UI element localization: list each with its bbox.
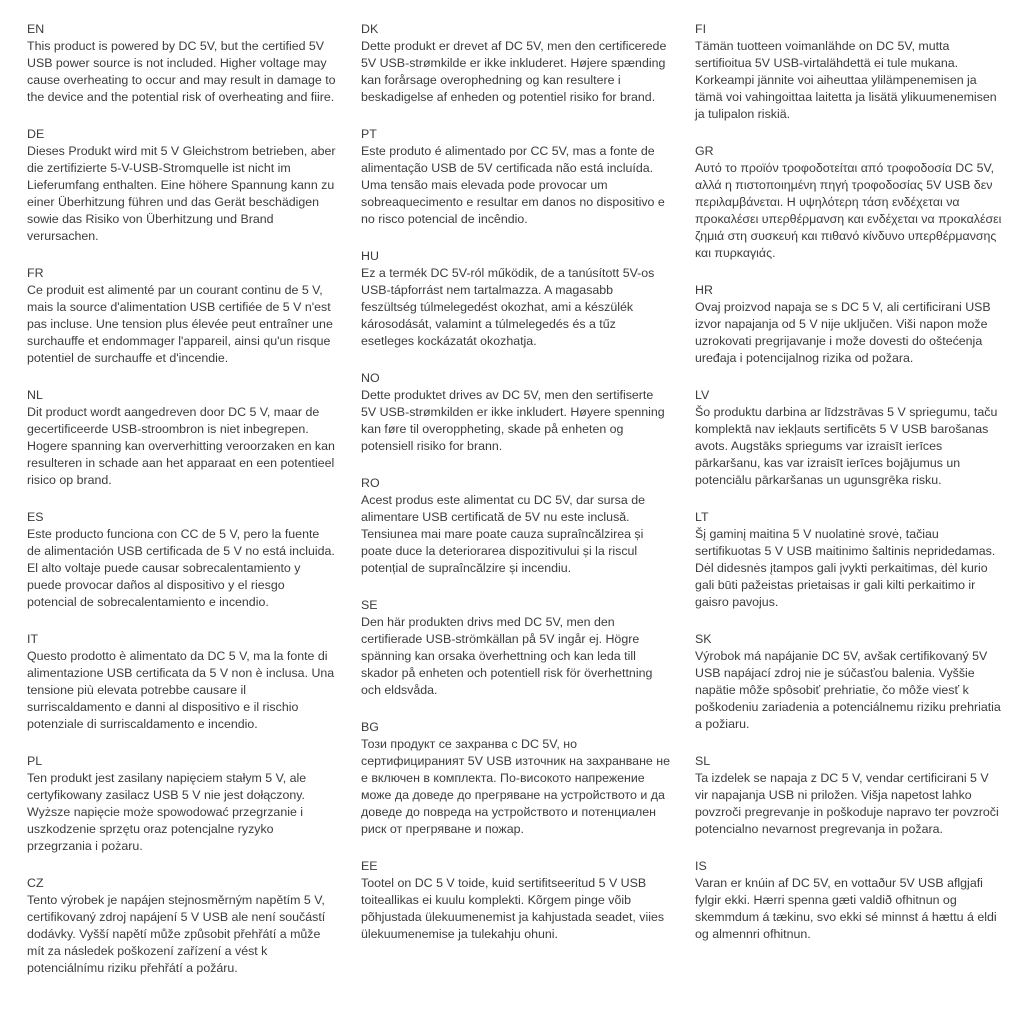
language-section-sk: [695, 631, 1004, 733]
language-code: SK: [695, 632, 712, 646]
language-text: Dit product wordt aangedreven door DC 5 V, maar de gecertificeerde USB-stroombron is niet inbegrepen. Hogere spanning kan oververhitting veroorzaken en kan resulteren in schade aan het apparaat en een potentieel risico op brand.: [27, 405, 335, 487]
language-code: PT: [361, 127, 377, 141]
language-text: Dette produktet drives av DC 5V, men den sertifiserte 5V USB-strømkilden er ikke inkludert. Høyere spenning kan føre til overoppheting, skade på enheten og potensiell risiko for brann.: [361, 388, 665, 453]
language-code: LT: [695, 510, 709, 524]
language-section-se: [361, 597, 670, 699]
language-section-lv: [695, 387, 1004, 489]
column-3: [695, 21, 1004, 1024]
language-text: Výrobok má napájanie DC 5V, avšak certifikovaný 5V USB napájací zdroj nie je súčasťou balenia. Vyššie napätie môže spôsobiť prehriatie, čo môže viesť k poškodeniu zariadenia a potenciálnemu riziku prehriatia a požiaru.: [695, 649, 1001, 731]
language-section-sl: [695, 753, 1004, 838]
language-text: Este producto funciona con CC de 5 V, pero la fuente de alimentación USB certificada de 5 V no está incluida. El alto voltaje puede causar sobrecalentamiento y puede provocar daños al dispositivo y el riesgo potencial de sobrecalentamiento e incendio.: [27, 527, 335, 609]
language-code: CZ: [27, 876, 44, 890]
language-code: SL: [695, 754, 711, 768]
language-section-ee: [361, 858, 670, 943]
language-text: Tämän tuotteen voimanlähde on DC 5V, mutta sertifioitua 5V USB-virtalähdettä ei tule mukana. Korkeampi jännite voi aiheuttaa ylilämpenemisen ja tämä voi vahingoittaa laitetta ja lisätä ylikuumenemisen ja tulipalon riskiä.: [695, 39, 997, 121]
language-text: Este produto é alimentado por CC 5V, mas a fonte de alimentação USB de 5V certificada não está incluída. Uma tensão mais elevada pode provocar um sobreaquecimento e resultar em danos no dispositivo e no risco potencial de incêndio.: [361, 144, 665, 226]
language-section-fi: [695, 21, 1004, 123]
language-code: SE: [361, 598, 378, 612]
language-code: EE: [361, 859, 378, 873]
language-code: NO: [361, 371, 380, 385]
language-code: HR: [695, 283, 713, 297]
language-section-nl: [27, 387, 336, 489]
language-text: Acest produs este alimentat cu DC 5V, dar sursa de alimentare USB certificată de 5V nu este inclusă. Tensiunea mai mare poate cauza supraîncălzirea și poate duce la deteriorarea dispozitivului și la riscul potențial de supraîncălzire și incendiu.: [361, 493, 645, 575]
language-section-hu: [361, 248, 670, 350]
language-text: Ez a termék DC 5V-ról működik, de a tanúsított 5V-os USB-tápforrást nem tartalmazza. A magasabb feszültség túlmelegedést okozhat, ami a készülék károsodását, valamint a túlmelegedés és a tűz esetleges kockázatát okozhatja.: [361, 266, 655, 348]
language-code: NL: [27, 388, 43, 402]
column-1: [27, 21, 336, 1024]
language-code: PL: [27, 754, 43, 768]
language-text: Questo prodotto è alimentato da DC 5 V, ma la fonte di alimentazione USB certificata da 5 V non è inclusa. Una tensione più elevata potrebbe causare il surriscaldamento e danni al dispositivo e il rischio potenziale di surriscaldamento e incendio.: [27, 649, 335, 731]
language-code: GR: [695, 144, 714, 158]
language-code: ES: [27, 510, 44, 524]
language-code: DE: [27, 127, 45, 141]
language-section-dk: [361, 21, 670, 106]
language-text: Tento výrobek je napájen stejnosměrným napětím 5 V, certifikovaný zdroj napájení 5 V USB ale není součástí dodávky. Vyšší napětí může způsobit přehřátí a může mít za následek poškození zařízení a vést k potenciálnímu riziku přehřátí a požáru.: [27, 893, 326, 975]
language-section-no: [361, 370, 670, 455]
language-text: Dette produkt er drevet af DC 5V, men den certificerede 5V USB-strømkilde er ikke inkluderet. Højere spænding kan forårsage overophedning og kan resultere i beskadigelse af enheden og potentiel risiko for brand.: [361, 39, 667, 104]
language-text: Ce produit est alimenté par un courant continu de 5 V, mais la source d'alimentation USB certifiée de 5 V n'est pas incluse. Une tension plus élevée peut entraîner une surchauffe et endommager l'appareil, ainsi qu'un risque potentiel de surchauffe et d'incendie.: [27, 283, 333, 365]
language-section-es: [27, 509, 336, 611]
language-text: This product is powered by DC 5V, but the certified 5V USB power source is not included. Higher voltage may cause overheating to occur and may result in damage to the device and the potential risk of overheating and fiire.: [27, 39, 336, 104]
language-text: Ta izdelek se napaja z DC 5 V, vendar certificirani 5 V vir napajanja USB ni priložen. Višja napetost lahko povzroči pregrevanje in poškoduje napravo ter povzroči potencialno nevarnost pregrevanja in požara.: [695, 771, 999, 836]
language-text: Αυτό το προϊόν τροφοδοτείται από τροφοδοσία DC 5V, αλλά η πιστοποιημένη πηγή τροφοδοσίας 5V USB δεν περιλαμβάνεται. Η υψηλότερη τάση ενδέχεται να προκαλέσει υπερθέρμανση και ενδέχεται να προκαλέσει ζημιά στη συσκευή και πιθανό κίνδυνο υπερθέρμανσης και πυρκαγιάς.: [695, 161, 1002, 260]
language-text: Този продукт се захранва с DC 5V, но сертифицираният 5V USB източник на захранване не е включен в комплекта. По-високото напрежение може да доведе до прегряване на устройството и да доведе до повреда на устройството и потенциален риск от прегряване и пожар.: [361, 737, 670, 836]
language-section-en: [27, 21, 336, 106]
language-code: LV: [695, 388, 710, 402]
language-text: Šį gaminį maitina 5 V nuolatinė srovė, tačiau sertifikuotas 5 V USB maitinimo šaltinis nepridedamas. Dėl didesnės įtampos gali įvykti perkaitimas, dėl kurio gali būti pažeistas prietaisas ir gali kilti perkaitimo ir gaisro pavojus.: [695, 527, 996, 609]
language-section-hr: [695, 282, 1004, 367]
language-code: EN: [27, 22, 45, 36]
language-text: Šo produktu darbina ar līdzstrāvas 5 V spriegumu, taču komplektā nav iekļauts sertificēts 5 V USB barošanas avots. Augstāks spriegums var izraisīt ierīces pārkaršanu, kas var izraisīt ierīces bojājumus un potenciālu pārkaršanas un ugunsgrēka risku.: [695, 405, 998, 487]
language-section-de: [27, 126, 336, 245]
language-section-is: [695, 858, 1004, 943]
language-code: FI: [695, 22, 707, 36]
language-section-it: [27, 631, 336, 733]
language-code: DK: [361, 22, 379, 36]
language-text: Varan er knúin af DC 5V, en vottaður 5V USB aflgjafi fylgir ekki. Hærri spenna gæti valdið ofhitnun og skemmdum á tækinu, svo ekki sé minnst á hættu á eldi og almennri ofhitnun.: [695, 876, 997, 941]
language-section-pt: [361, 126, 670, 228]
language-code: IT: [27, 632, 39, 646]
language-section-gr: [695, 143, 1004, 262]
language-section-pl: [27, 753, 336, 855]
column-2: [361, 21, 670, 1024]
language-text: Den här produkten drivs med DC 5V, men den certifierade USB-strömkällan på 5V ingår ej. Högre spänning kan orsaka överhettning och kan leda till skador på enheten och potentiell risk för överhettning och eldsvåda.: [361, 615, 653, 697]
language-section-lt: [695, 509, 1004, 611]
language-code: BG: [361, 720, 379, 734]
language-code: RO: [361, 476, 380, 490]
language-section-ro: [361, 475, 670, 577]
language-section-fr: [27, 265, 336, 367]
language-text: Dieses Produkt wird mit 5 V Gleichstrom betrieben, aber die zertifizierte 5-V-USB-Stromquelle ist nicht im Lieferumfang enthalten. Eine höhere Spannung kann zu einer Überhitzung führen und das Gerät beschädigen sowie das Risiko von Überhitzung und Brand verursachen.: [27, 144, 336, 243]
language-code: IS: [695, 859, 707, 873]
language-section-bg: [361, 719, 670, 838]
language-section-cz: [27, 875, 336, 977]
language-code: HU: [361, 249, 379, 263]
language-text: Ten produkt jest zasilany napięciem stałym 5 V, ale certyfikowany zasilacz USB 5 V nie jest dołączony. Wyższe napięcie może spowodować przegrzanie i uszkodzenie sprzętu oraz potencjalne ryzyko przegrzania i pożaru.: [27, 771, 307, 853]
language-text: Ovaj proizvod napaja se s DC 5 V, ali certificirani USB izvor napajanja od 5 V nije uključen. Viši napon može uzrokovati pregrijavanje i može dovesti do oštećenja uređaja i potencijalnog rizika od požara.: [695, 300, 991, 365]
language-text: Tootel on DC 5 V toide, kuid sertifitseeritud 5 V USB toiteallikas ei kuulu komplekti. Kõrgem pinge võib põhjustada ülekuumenemist ja kahjustada seadet, viies ülekuumenemise ja tulekahju ohuni.: [361, 876, 665, 941]
language-code: FR: [27, 266, 44, 280]
